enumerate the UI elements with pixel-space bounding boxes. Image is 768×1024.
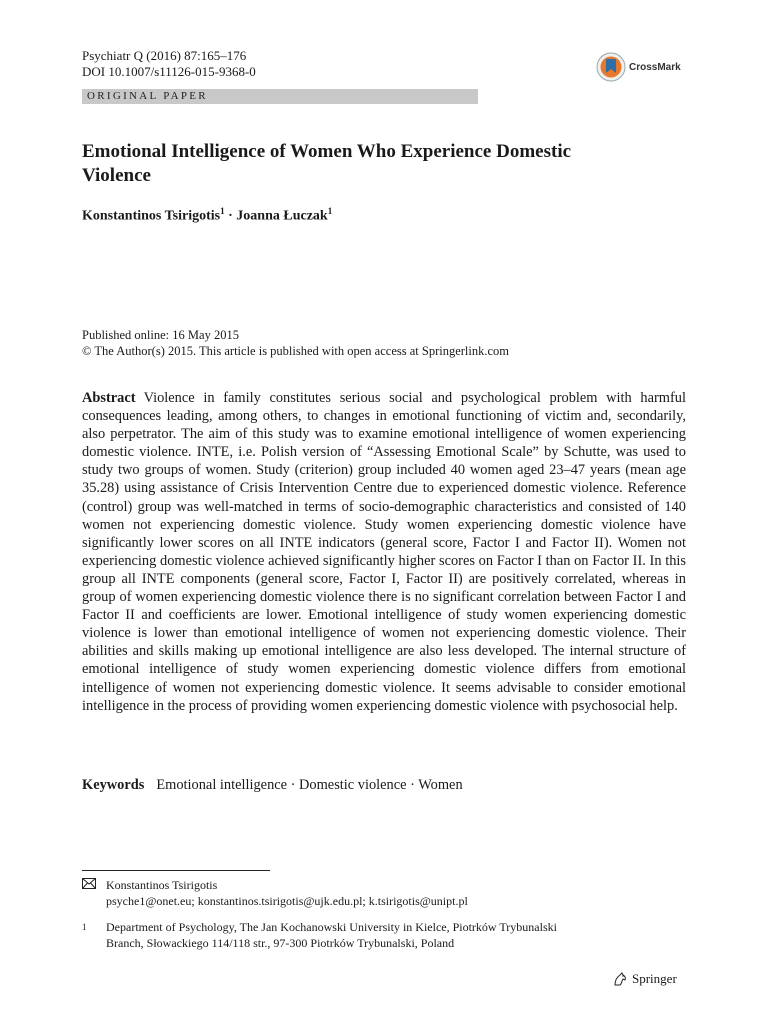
corresponding-author bbox=[82, 878, 468, 909]
corresponding-author-name: Konstantinos Tsirigotis bbox=[106, 878, 218, 892]
affiliation-footnote bbox=[82, 920, 557, 951]
footnote-divider bbox=[82, 870, 270, 871]
corresponding-author-emails[interactable]: psyche1@onet.eu; konstantinos.tsirigotis@ujk.edu.pl; k.tsirigotis@unipt.pl bbox=[106, 893, 468, 908]
journal-citation bbox=[82, 48, 256, 80]
abstract-heading: Abstract bbox=[82, 390, 136, 406]
doi-line: DOI 10.1007/s11126-015-9368-0 bbox=[82, 64, 256, 79]
author-separator: · bbox=[224, 208, 237, 224]
crossmark-badge[interactable] bbox=[596, 52, 681, 82]
published-online: Published online: 16 May 2015 bbox=[82, 328, 239, 342]
publication-info bbox=[82, 327, 509, 359]
author-affiliation-marker: 1 bbox=[327, 206, 333, 216]
author-name[interactable]: Joanna Łuczak bbox=[236, 208, 328, 224]
keywords bbox=[82, 777, 463, 794]
envelope-icon bbox=[82, 878, 106, 894]
keywords-heading: Keywords bbox=[82, 777, 145, 793]
author-list bbox=[82, 206, 332, 225]
author-affiliation-marker: 1 bbox=[220, 206, 225, 216]
crossmark-icon bbox=[596, 52, 626, 82]
author-name[interactable]: Konstantinos Tsirigotis bbox=[82, 208, 221, 224]
publisher-logo bbox=[612, 971, 677, 987]
journal-line: Psychiatr Q (2016) 87:165–176 bbox=[82, 48, 247, 63]
abstract bbox=[82, 389, 686, 715]
copyright-notice: © The Author(s) 2015. This article is published with open access at Springerlink.com bbox=[82, 344, 510, 358]
abstract-text: Violence in family constitutes serious social and psychological problem with harmful consequences leading, among others, to changes in emotional functioning of victim and, secondarily, also perpetrator. The aim of this study was to examine emotional intelligence of women experiencing domestic violence. INTE, i.e. Polish version of “Assessing Emotional Scale” by Schutte, was used to study two groups of women. Study (criterion) group included 40 women aged 23–47 years (mean age 35.28) using assistance of Crisis Intervention Centre due to experienced domestic violence. Reference (control) group was well-matched in terms of socio-demographic characteristics and consisted of 140 women not experiencing domestic violence. Study women experiencing domestic violence have significantly lower scores on all INTE indicators (general score, Factor I and Factor II). Women not experiencing domestic violence achieved significantly higher scores on Factor I than on Factor II. In this group all INTE components (general score, Factor I, Factor II) are positively correlated, whereas in group of women experiencing domestic violence there is no significant correlation between Factor I and Factor II and coefficients are lower. Emotional intelligence of study women experiencing domestic violence is lower than emotional intelligence of women not experiencing domestic violence. Their abilities and skills making up emotional intelligence are also less developed. The internal structure of emotional intelligence of study women experiencing domestic violence differs from emotional intelligence of women not experiencing domestic violence. It seems advisable to consider emotional intelligence in the process of providing women experiencing domestic violence with psychosocial help. bbox=[82, 390, 686, 714]
springer-horse-icon bbox=[612, 971, 628, 987]
article-title: Emotional Intelligence of Women Who Experience Domestic Violence bbox=[82, 141, 572, 186]
affiliation-marker: 1 bbox=[82, 922, 87, 932]
crossmark-label: CrossMark bbox=[629, 61, 681, 73]
affiliation-line: Branch, Słowackiego 114/118 str., 97-300 Piotrków Trybunalski, Poland bbox=[106, 935, 455, 950]
section-banner: ORIGINAL PAPER bbox=[82, 89, 478, 104]
affiliation-line: Department of Psychology, The Jan Kochanowski University in Kielce, Piotrków Trybunalski bbox=[106, 920, 557, 934]
publisher-name: Springer bbox=[632, 971, 677, 986]
keywords-list: Emotional intelligence · Domestic violence · Women bbox=[156, 777, 463, 793]
